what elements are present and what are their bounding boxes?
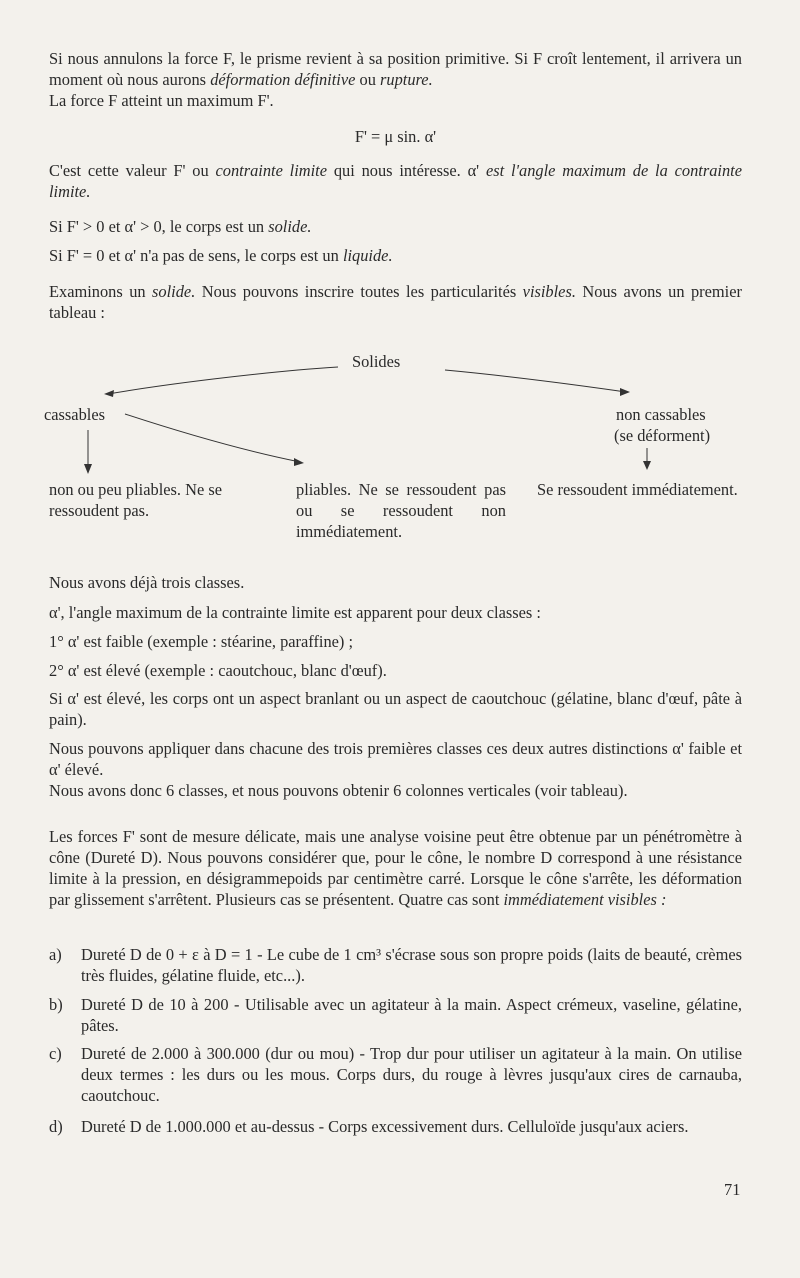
arrow-to-cassables [108,367,338,394]
paragraph-contrainte: C'est cette valeur F' ou contrainte limite qui nous intéresse. α' est l'angle maximum de la contrainte limite. [49,161,742,201]
text: ou [359,70,376,89]
emphasis: rupture. [380,70,433,89]
paragraph-liquide: Si F' = 0 et α' n'a pas de sens, le corps est un liquide. [49,246,393,265]
tree-node-cassables: cassables [44,405,105,424]
paragraph-aspect: Si α' est élevé, les corps ont un aspect branlant ou un aspect de caoutchouc (gélatine, blanc d'œuf, pâte à pain). [49,689,742,729]
arrow-to-pliables [125,414,300,462]
arrowhead [643,461,651,470]
tree-node-non-cassables: non cassables [616,405,706,424]
list-item-a: a) Dureté D de 0 + ε à D = 1 - Le cube de 1 cm³ s'écrase sous son propre poids (laits de beauté, crèmes très fluides, gélatine fluide, etc...). [49,945,742,985]
page-number: 71 [724,1180,741,1199]
arrowhead [104,390,114,397]
arrowhead [620,388,630,396]
formula: F' = μ sin. α' [354,127,437,146]
tree-node-se-deforment: (se déforment) [614,426,711,445]
list-item-d: d) Dureté D de 1.000.000 et au-dessus - Corps excessivement durs. Celluloïde jusqu'aux aciers. [49,1117,689,1136]
paragraph-distinctions: Nous pouvons appliquer dans chacune des trois premières classes ces deux autres distinctions α' faible et α' élevé. [49,739,742,779]
text: Si nous annulons la force F, le prisme revient à sa position primitive. Si F croît lentement, il arrivera un moment où nous aurons [49,49,742,89]
paragraph-six-classes: Nous avons donc 6 classes, et nous pouvons obtenir 6 colonnes verticales (voir tableau). [49,781,628,800]
tree-column-2: pliables. Ne se ressoudent pas ou se ressoudent non immédiatement. [296,480,506,541]
list-item-c: c) Dureté de 2.000 à 300.000 (dur ou mou) - Trop dur pour utiliser un agitateur à la main. On utilise deux termes : les durs ou les mous. Corps durs, du rouge à lèvres jusqu'aux cires de carnauba, caoutchouc. [49,1044,742,1105]
tree-root-solides: Solides [352,352,401,371]
list-item-eleve: 2° α' est élevé (exemple : caoutchouc, blanc d'œuf). [49,661,387,680]
list-item-faible: 1° α' est faible (exemple : stéarine, paraffine) ; [49,632,354,651]
paragraph-examinons: Examinons un solide. Nous pouvons inscrire toutes les particularités visibles. Nous avons un premier tableau : [49,282,742,322]
paragraph-angle: α', l'angle maximum de la contrainte limite est apparent pour deux classes : [49,603,541,622]
arrowhead [84,464,92,474]
arrow-to-non-cassables [445,370,626,392]
classification-arrows [0,0,800,560]
emphasis: déformation définitive [210,70,356,89]
text: La force F atteint un maximum F'. [49,91,274,110]
arrowhead [294,458,304,466]
paragraph-solide: Si F' > 0 et α' > 0, le corps est un solide. [49,217,312,236]
paragraph-penetrometre: Les forces F' sont de mesure délicate, mais une analyse voisine peut être obtenue par un pénétromètre à cône (Dureté D). Nous pouvons considérer que, pour le cône, le nombre D correspond à une résistance limite à la pression, en désigrammepoids par centimètre carré. Lorsque le cône s'arrête, les déformation par glissement s'arrêtent. Plusieurs cas se présentent. Quatre cas sont immédiatement visibles : [49,827,742,909]
paragraph-trois-classes: Nous avons déjà trois classes. [49,573,245,592]
tree-column-3: Se ressoudent immédiatement. [537,480,738,499]
list-item-b: b) Dureté D de 10 à 200 - Utilisable avec un agitateur à la main. Aspect crémeux, vaseline, gélatine, pâtes. [49,995,742,1035]
tree-column-1: non ou peu pliables. Ne se ressoudent pas. [49,480,222,520]
